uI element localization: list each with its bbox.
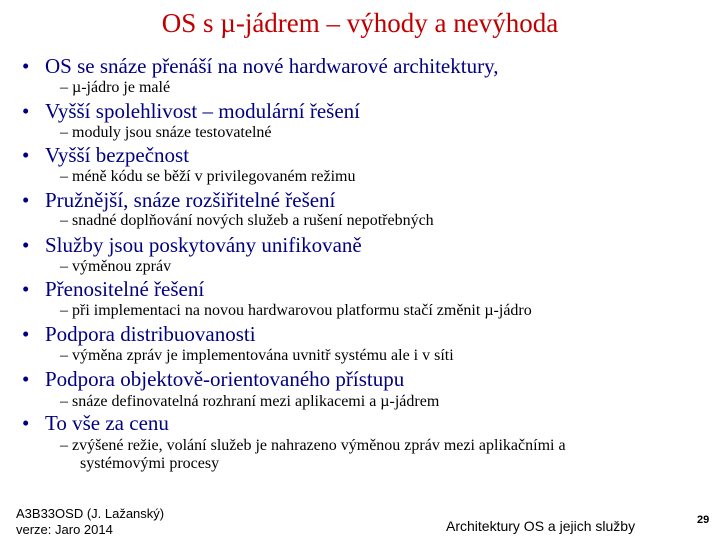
bullet-marker: • — [22, 233, 30, 257]
bullet-text: Podpora objektově-orientovaného přístupu — [45, 367, 405, 391]
bullet-text: Služby jsou poskytovány unifikovaně — [45, 233, 362, 257]
sub-bullet: – při implementaci na novou hardwarovou platformu stačí změnit µ-jádro — [60, 302, 532, 319]
sub-bullet: – µ-jádro je malé — [60, 79, 171, 96]
sub-bullet: – snáze definovatelná rozhraní mezi aplikacemi a µ-jádrem — [60, 393, 440, 410]
bullet-text: Vyšší bezpečnost — [45, 143, 190, 167]
bullet-marker: • — [22, 322, 30, 346]
footer-course-line: A3B33OSD (J. Lažanský) — [16, 506, 165, 521]
page-number: 29 — [697, 514, 710, 526]
bullet-text: Podpora distribuovanosti — [45, 322, 256, 346]
sub-bullet: – výměna zpráv je implementována uvnitř systému ale i v síti — [60, 347, 454, 364]
bullet-text: To vše za cenu — [45, 411, 169, 435]
bullet-marker: • — [22, 99, 30, 123]
bullet-text: Pružnější, snáze rozšiřitelné řešení — [45, 188, 336, 212]
bullet-text: Vyšší spolehlivost – modulární řešení — [45, 99, 360, 123]
sub-bullet: – výměnou zpráv — [60, 258, 172, 275]
bullet-text: Přenositelné řešení — [45, 277, 205, 301]
bullet-marker: • — [22, 143, 30, 167]
sub-bullet: – moduly jsou snáze testovatelné — [60, 124, 272, 141]
bullet-marker: • — [22, 411, 30, 435]
sub-bullet-continuation: systémovými procesy — [80, 455, 220, 472]
bullet-marker: • — [22, 277, 30, 301]
sub-bullet: – snadné doplňování nových služeb a rušení nepotřebných — [60, 212, 434, 229]
sub-bullet: – zvýšené režie, volání služeb je nahrazeno výměnou zpráv mezi aplikačními a — [60, 437, 566, 454]
slide-title: OS s µ-jádrem – výhody a nevýhoda — [161, 8, 559, 38]
sub-bullet: – méně kódu se běží v privilegovaném režimu — [60, 168, 356, 185]
bullet-marker: • — [22, 188, 30, 212]
footer-course-info — [16, 506, 164, 538]
footer-title: Architektury OS a jejich služby — [446, 518, 636, 534]
bullet-text: OS se snáze přenáší na nové hardwarové architektury, — [45, 54, 499, 78]
bullet-marker: • — [22, 54, 30, 78]
bullet-marker: • — [22, 367, 30, 391]
footer-version-line: verze: Jaro 2014 — [16, 522, 113, 537]
